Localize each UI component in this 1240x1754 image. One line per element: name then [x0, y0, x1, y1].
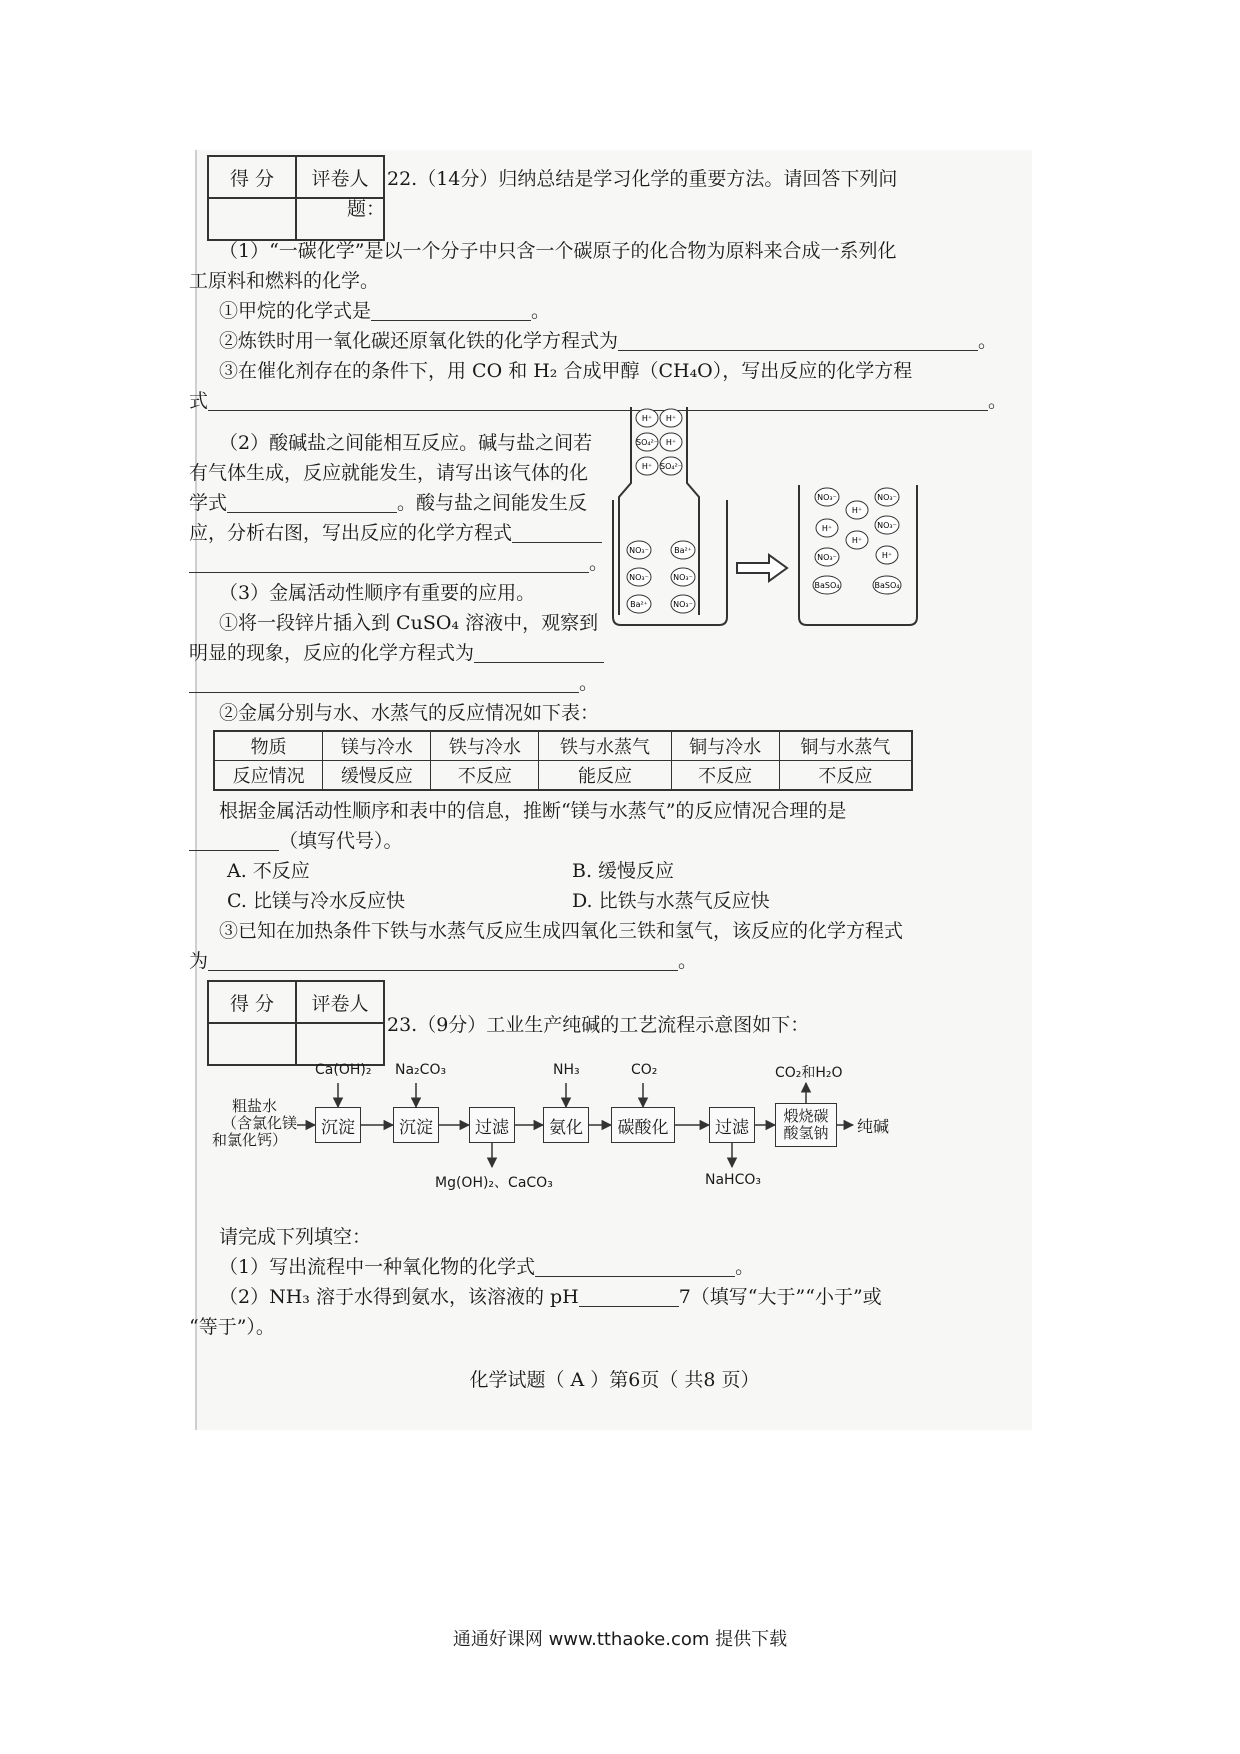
flow-add-caoh2: Ca(OH)₂ [315, 1062, 372, 1078]
q22-p2-line4-text: 应，分析右图，写出反应的化学方程式 [189, 522, 513, 544]
flow-out-precipitates: Mg(OH)₂、CaCO₃ [435, 1175, 553, 1191]
flow-add-na2co3: Na₂CO₃ [395, 1062, 447, 1078]
q23-q2-line2: “等于”）。 [189, 1316, 275, 1338]
table-cell: 缓慢反应 [323, 761, 431, 791]
q22-p3-a-line2-text: 明显的现象，反应的化学方程式为 [189, 642, 475, 664]
table-row [214, 761, 912, 791]
flow-step-filter-1: 过滤 [469, 1107, 515, 1143]
flow-step-calcine-line1: 煅烧碳 [783, 1107, 829, 1125]
ion-label: NO₃⁻ [817, 553, 837, 562]
ion-reaction-diagram [609, 405, 1029, 630]
ion-label: Ba²⁺ [630, 600, 648, 609]
table-cell: 反应情况 [214, 761, 323, 791]
flow-input-line2: （含氯化镁 [222, 1114, 298, 1132]
q22-p3-q-line2-text: （填写代号）。 [279, 830, 403, 852]
table-header: 铁与水蒸气 [539, 731, 671, 761]
q23-q1: （1）写出流程中一种氧化物的化学式 。 [219, 1256, 755, 1278]
flow-step-calcine [775, 1103, 837, 1147]
answer-blank[interactable] [208, 948, 678, 971]
grader-label: 评卷人 [296, 981, 384, 1023]
answer-blank[interactable] [512, 520, 602, 543]
ion-label: H⁺ [821, 524, 833, 533]
flow-input-line1: 粗盐水 [232, 1097, 278, 1115]
q23-q2-text-a: （2）NH₃ 溶于水得到氨水，该溶液的 pH [219, 1286, 579, 1308]
exam-page [189, 150, 1032, 1430]
q22-p3-q-line1: 根据金属活动性顺序和表中的信息，推断“镁与水蒸气”的反应情况合理的是 [219, 800, 847, 822]
option-a: A. 不反应 [227, 860, 310, 882]
ion-label: NO₃⁻ [673, 600, 693, 609]
flow-add-co2: CO₂ [631, 1062, 658, 1078]
ion-label: NO₃⁻ [877, 493, 897, 502]
ion-label: H⁺ [665, 438, 677, 447]
q22-p1-line2: 工原料和燃料的化学。 [189, 270, 380, 292]
table-cell: 不反应 [671, 761, 779, 791]
q22-title-line2: 题： [347, 198, 386, 220]
q22-p2-line1: （2）酸碱盐之间能相互反应。碱与盐之间若 [219, 432, 593, 454]
q22-p3-c-line2: 为 。 [189, 950, 698, 972]
answer-blank[interactable] [189, 828, 279, 851]
score-label: 得 分 [208, 981, 296, 1023]
q22-p2-line3b-text: 。酸与盐之间能发生反 [397, 492, 588, 514]
table-cell: 不反应 [431, 761, 539, 791]
q22-title-line1: 22.（14分）归纳总结是学习化学的重要方法。请回答下列问 [387, 168, 898, 190]
q22-p2-line2: 有气体生成，反应就能发生，请写出该气体的化 [189, 462, 589, 484]
flow-step-filter-2: 过滤 [709, 1107, 755, 1143]
ion-label: H⁺ [851, 506, 863, 515]
ion-label: NO₃⁻ [877, 521, 897, 530]
ion-label: H⁺ [851, 536, 863, 545]
q22-p2-line5: 。 [189, 548, 608, 578]
ion-label: H⁺ [881, 551, 893, 560]
page-footer: 化学试题（ A ）第6页（ 共8 页） [469, 1369, 760, 1391]
q22-p2-line3 [189, 488, 587, 518]
option-c: C. 比镁与冷水反应快 [227, 890, 405, 912]
ion-label: NO₃⁻ [629, 573, 649, 582]
q22-p3-c-line2-text: 为 [189, 950, 209, 972]
watermark-footer: 通通好课网 www.tthaoke.com 提供下载 [452, 1629, 788, 1650]
ion-label: NO₃⁻ [673, 573, 693, 582]
table-header: 铜与冷水 [671, 731, 779, 761]
option-d: D. 比铁与水蒸气反应快 [572, 890, 770, 912]
q22-p2-line4 [189, 518, 602, 548]
q22-p1-c-line1: ③在催化剂存在的条件下，用 CO 和 H₂ 合成甲醇（CH₄O），写出反应的化学方程 [219, 360, 913, 382]
answer-blank[interactable] [227, 490, 397, 513]
option-b: B. 缓慢反应 [572, 860, 675, 882]
flow-output: 纯碱 [857, 1117, 890, 1136]
q22-p3-b: ②金属分别与水、水蒸气的反应情况如下表： [219, 702, 600, 724]
answer-blank[interactable] [535, 1254, 735, 1277]
table-header: 铜与水蒸气 [779, 731, 912, 761]
precipitate-label: BaSO₄ [874, 581, 900, 590]
q22-p3-a-line1: ①将一段锌片插入到 CuSO₄ 溶液中，观察到 [219, 612, 599, 634]
flow-step-ammoniation: 氨化 [543, 1107, 589, 1143]
q23-title: 23.（9分）工业生产纯碱的工艺流程示意图如下： [387, 1014, 810, 1036]
flow-step-precipitate-2: 沉淀 [393, 1107, 439, 1143]
precipitate-label: BaSO₄ [814, 581, 840, 590]
q22-p1-a-text: ①甲烷的化学式是 [219, 300, 372, 322]
flow-step-calcine-line2: 酸氢钠 [783, 1124, 829, 1142]
q22-p1-b-text: ②炼铁时用一氧化碳还原氧化铁的化学方程式为 [219, 330, 619, 352]
table-cell: 能反应 [539, 761, 671, 791]
ion-label: NO₃⁻ [817, 493, 837, 502]
ion-label: SO₄²⁻ [635, 438, 659, 447]
table-header-row [214, 731, 912, 761]
answer-blank[interactable] [189, 550, 589, 573]
score-cell[interactable] [208, 198, 296, 240]
q22-p1-line1: （1）“一碳化学”是以一个分子中只含一个碳原子的化合物为原料来合成一系列化 [219, 240, 897, 262]
metal-reaction-table [213, 730, 913, 791]
answer-blank[interactable] [579, 1284, 679, 1307]
flow-add-nh3: NH₃ [553, 1062, 580, 1078]
ion-label: H⁺ [641, 462, 653, 471]
answer-blank[interactable] [474, 640, 604, 663]
answer-blank[interactable] [189, 670, 579, 693]
flow-out-co2-h2o: CO₂和H₂O [775, 1065, 843, 1081]
flow-step-carbonation: 碳酸化 [611, 1107, 675, 1143]
answer-blank[interactable] [618, 328, 978, 351]
table-header: 物质 [214, 731, 323, 761]
flow-out-nahco3: NaHCO₃ [705, 1172, 761, 1188]
q22-p3-q-line2 [189, 826, 403, 856]
ion-label: NO₃⁻ [629, 546, 649, 555]
table-header: 镁与冷水 [323, 731, 431, 761]
q23-q2 [219, 1282, 882, 1312]
score-label: 得 分 [208, 156, 296, 198]
ion-label: H⁺ [641, 414, 653, 423]
q23-q2-text-b: 7（填写“大于”“小于”或 [678, 1286, 882, 1308]
score-box-23 [207, 980, 385, 1066]
table-header: 铁与冷水 [431, 731, 539, 761]
q23-q1-text: （1）写出流程中一种氧化物的化学式 [219, 1256, 536, 1278]
ion-label: Ba²⁺ [674, 546, 692, 555]
q22-p1-b: ②炼铁时用一氧化碳还原氧化铁的化学方程式为 。 [219, 330, 998, 352]
table-cell: 不反应 [779, 761, 912, 791]
q22-p2-line3a-text: 学式 [189, 492, 228, 514]
q22-p3-a-line2 [189, 638, 604, 668]
q22-p3-line1: （3）金属活动性顺序有重要的应用。 [219, 582, 536, 604]
ion-label: SO₄²⁻ [659, 462, 683, 471]
flow-step-precipitate-1: 沉淀 [315, 1107, 361, 1143]
grader-label: 评卷人 [296, 156, 384, 198]
flow-input-line3: 和氯化钙） [212, 1131, 288, 1149]
q22-p1-c-line2-text: 式 [189, 390, 209, 412]
ion-label: H⁺ [665, 414, 677, 423]
reaction-arrow-icon [737, 555, 787, 581]
q22-p1-a: ①甲烷的化学式是 。 [219, 300, 551, 322]
q23-intro: 请完成下列填空： [219, 1226, 372, 1248]
answer-blank[interactable] [371, 298, 531, 321]
q22-p1-c-line2: 式 。 [189, 390, 1008, 412]
q22-p3-a-line3: 。 [189, 668, 598, 698]
q22-p3-c-line1: ③已知在加热条件下铁与水蒸气反应生成四氧化三铁和氢气，该反应的化学方程式 [219, 920, 904, 942]
